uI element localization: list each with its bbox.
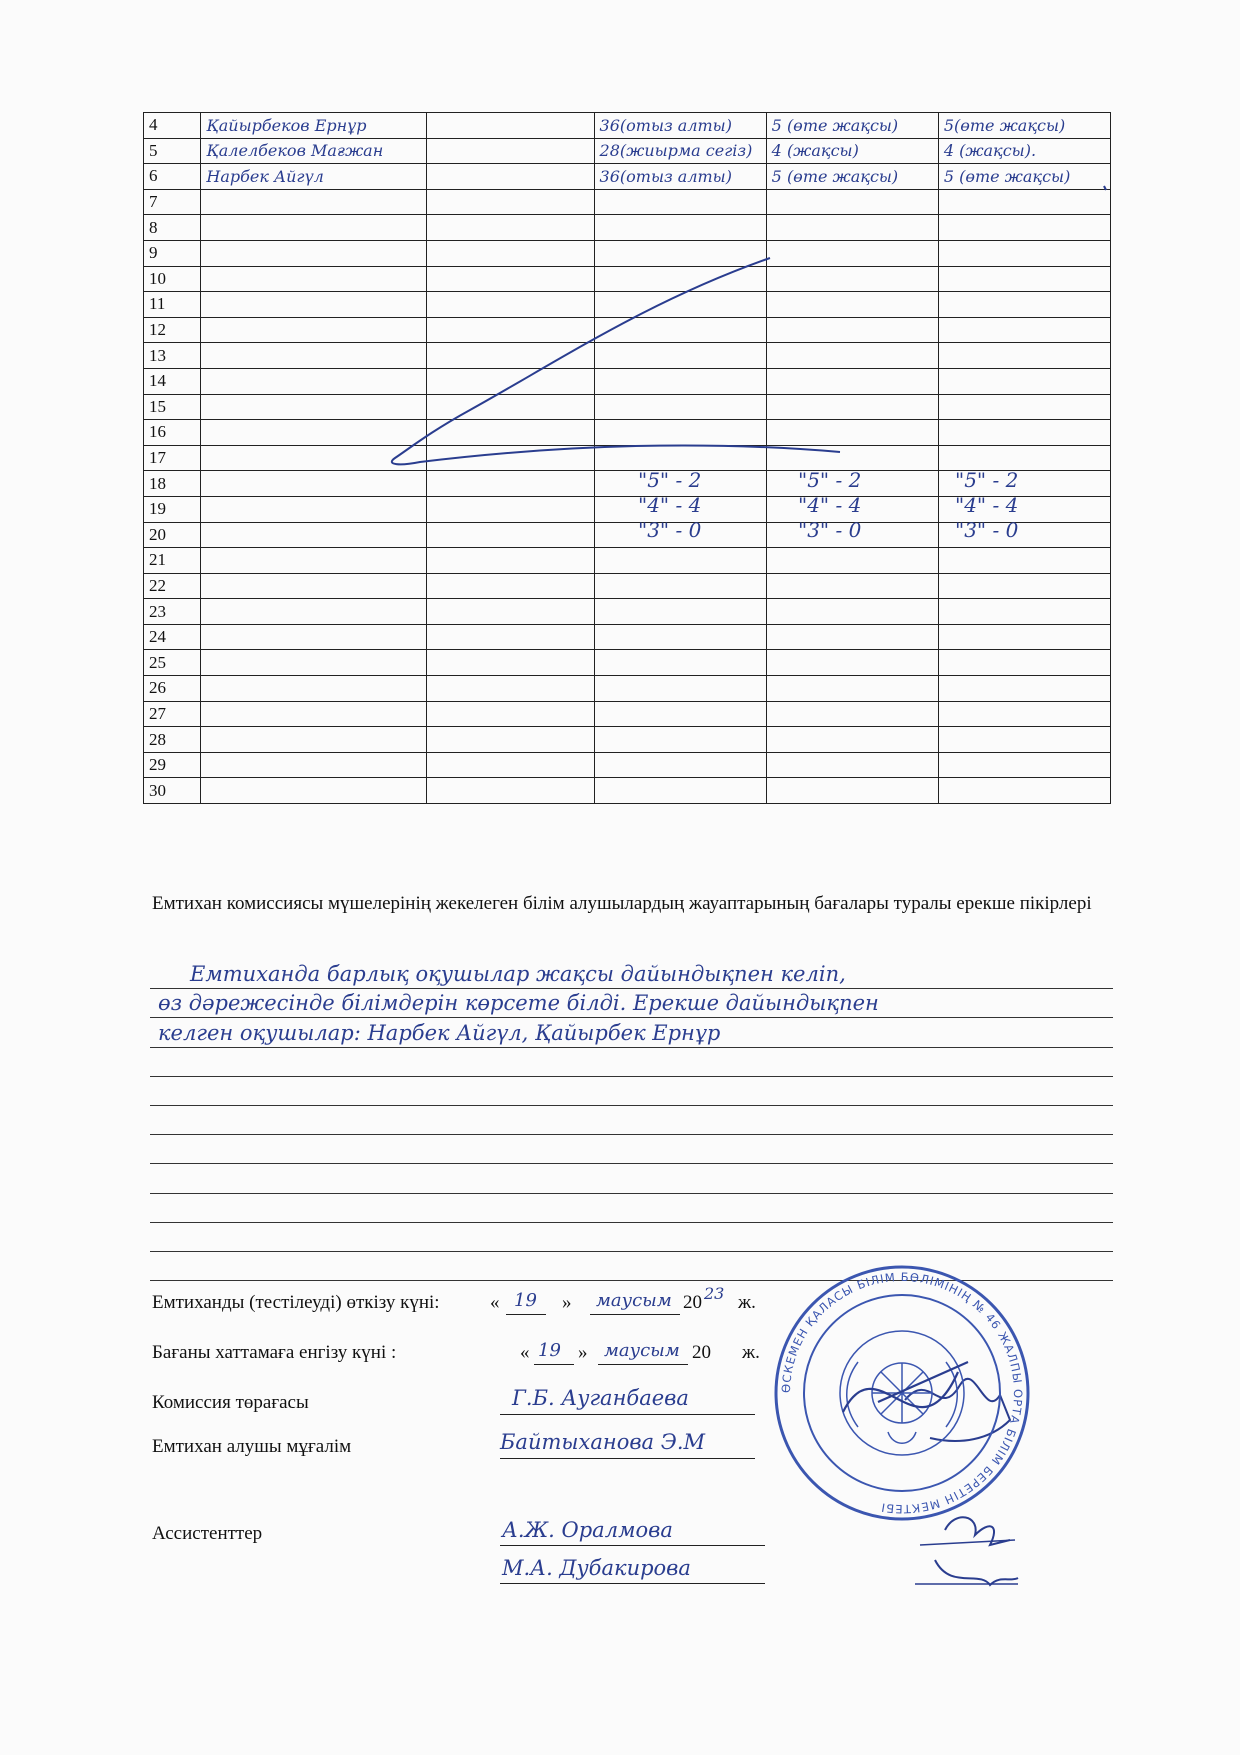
row-number: 15 <box>144 394 201 420</box>
table-row <box>144 394 1111 420</box>
grade-assistant-2 <box>938 573 1110 599</box>
blank-cell <box>426 599 594 625</box>
row-number: 21 <box>144 548 201 574</box>
blank-cell <box>426 189 594 215</box>
score <box>594 368 766 394</box>
chair-name: Г.Б. Ауганбаева <box>512 1386 689 1410</box>
grade-assistant-2 <box>938 676 1110 702</box>
student-name <box>201 701 426 727</box>
row-number: 27 <box>144 701 201 727</box>
teacher-name: Байтыханова Э.М <box>500 1430 705 1454</box>
exam-year-prefix: 20 <box>683 1292 702 1313</box>
remark-line: Емтиханда барлық оқушылар жақсы дайындықпен келіп, <box>190 962 846 987</box>
table-row <box>144 240 1111 266</box>
grade-assistant-2: 5(өте жақсы) <box>938 113 1110 139</box>
student-name <box>201 522 426 548</box>
grade-assistant-2 <box>938 420 1110 446</box>
row-number: 26 <box>144 676 201 702</box>
grade-assistant-1 <box>766 394 938 420</box>
grade-assistant-2 <box>938 624 1110 650</box>
open-quote: « <box>520 1342 530 1363</box>
grade-assistant-1: 5 (өте жақсы) <box>766 164 938 190</box>
open-quote: « <box>490 1292 500 1313</box>
score <box>594 445 766 471</box>
row-number: 8 <box>144 215 201 241</box>
grade-assistant-2 <box>938 548 1110 574</box>
table-row <box>144 215 1111 241</box>
row-number: 19 <box>144 496 201 522</box>
grade-assistant-1 <box>766 368 938 394</box>
table-row <box>144 292 1111 318</box>
student-name: Қайырбеков Ернұр <box>201 113 426 139</box>
grade-assistant-2 <box>938 317 1110 343</box>
blank-cell <box>426 548 594 574</box>
row-number: 24 <box>144 624 201 650</box>
grade-assistant-2 <box>938 701 1110 727</box>
teacher-label: Емтихан алушы мұғалім <box>152 1436 352 1457</box>
grade-assistant-1 <box>766 599 938 625</box>
grade-assistant-1 <box>766 548 938 574</box>
blank-cell <box>426 317 594 343</box>
exam-date-label: Емтиханды (тестілеуді) өткізу күні: <box>152 1292 440 1313</box>
table-row <box>144 368 1111 394</box>
close-quote: » <box>578 1342 588 1363</box>
row-number: 25 <box>144 650 201 676</box>
table-row <box>144 317 1111 343</box>
grade-assistant-2 <box>938 778 1110 804</box>
entry-year-prefix: 20 <box>692 1342 711 1363</box>
row-number: 20 <box>144 522 201 548</box>
student-name: Нарбек Айгүл <box>201 164 426 190</box>
grade-assistant-1 <box>766 778 938 804</box>
blank-cell <box>426 215 594 241</box>
row-number: 11 <box>144 292 201 318</box>
student-name <box>201 778 426 804</box>
row-number: 5 <box>144 138 201 164</box>
row-number: 30 <box>144 778 201 804</box>
exam-day: 19 <box>514 1290 537 1311</box>
score <box>594 599 766 625</box>
grade-assistant-2 <box>938 266 1110 292</box>
close-quote: » <box>562 1292 572 1313</box>
exam-month: маусым <box>596 1290 672 1311</box>
grade-assistant-1 <box>766 752 938 778</box>
score <box>594 394 766 420</box>
grade-assistant-1 <box>766 420 938 446</box>
table-row <box>144 650 1111 676</box>
grade-assistant-1 <box>766 676 938 702</box>
score <box>594 548 766 574</box>
row-number: 16 <box>144 420 201 446</box>
grade-assistant-1 <box>766 215 938 241</box>
score <box>594 292 766 318</box>
grade-assistant-1 <box>766 292 938 318</box>
student-name <box>201 445 426 471</box>
score <box>594 701 766 727</box>
table-row <box>144 548 1111 574</box>
grade-assistant-1: 4 (жақсы) <box>766 138 938 164</box>
table-row <box>144 778 1111 804</box>
row-number: 10 <box>144 266 201 292</box>
blank-cell <box>426 138 594 164</box>
blank-cell <box>426 445 594 471</box>
remark-line: келген оқушылар: Нарбек Айгүл, Қайырбек Ернұр <box>158 1020 721 1045</box>
student-name <box>201 189 426 215</box>
student-name <box>201 599 426 625</box>
grade-assistant-1 <box>766 240 938 266</box>
assistant-2-name: М.А. Дубакирова <box>502 1556 691 1580</box>
entry-day: 19 <box>538 1340 561 1361</box>
blank-cell <box>426 368 594 394</box>
score <box>594 573 766 599</box>
blank-cell <box>426 240 594 266</box>
score <box>594 650 766 676</box>
grade-assistant-2 <box>938 215 1110 241</box>
blank-cell <box>426 113 594 139</box>
student-name <box>201 624 426 650</box>
student-name <box>201 496 426 522</box>
blank-cell <box>426 701 594 727</box>
score <box>594 727 766 753</box>
blank-cell <box>426 266 594 292</box>
blank-cell <box>426 778 594 804</box>
table-row <box>144 266 1111 292</box>
table-row <box>144 138 1111 164</box>
score <box>594 215 766 241</box>
student-name <box>201 727 426 753</box>
student-name: Қалелбеков Мағжан <box>201 138 426 164</box>
blank-cell <box>426 420 594 446</box>
blank-cell <box>426 676 594 702</box>
grade-assistant-2 <box>938 240 1110 266</box>
grade-assistant-2 <box>938 752 1110 778</box>
grade-tally-teacher: "5" - 2 "4" - 4 "3" - 0 <box>638 468 702 542</box>
student-name <box>201 292 426 318</box>
blank-cell <box>426 522 594 548</box>
student-name <box>201 420 426 446</box>
assistants-label: Ассистенттер <box>152 1523 263 1544</box>
table-row <box>144 599 1111 625</box>
row-number: 14 <box>144 368 201 394</box>
grade-assistant-1 <box>766 189 938 215</box>
score <box>594 778 766 804</box>
grade-assistant-2 <box>938 599 1110 625</box>
student-name <box>201 394 426 420</box>
row-number: 7 <box>144 189 201 215</box>
entry-date-label: Бағаны хаттамаға енгізу күні : <box>152 1342 397 1363</box>
grade-assistant-1 <box>766 650 938 676</box>
grade-assistant-1 <box>766 624 938 650</box>
student-name <box>201 471 426 497</box>
blank-cell <box>426 573 594 599</box>
student-name <box>201 215 426 241</box>
table-row <box>144 343 1111 369</box>
student-name <box>201 266 426 292</box>
blank-cell <box>426 292 594 318</box>
table-row <box>144 573 1111 599</box>
student-name <box>201 317 426 343</box>
student-name <box>201 548 426 574</box>
score <box>594 317 766 343</box>
grade-assistant-2 <box>938 292 1110 318</box>
blank-cell <box>426 624 594 650</box>
svg-text:ӨСКЕМЕН ҚАЛАСЫ БІЛІМ БӨЛІМІНІҢ: ӨСКЕМЕН ҚАЛАСЫ БІЛІМ БӨЛІМІНІҢ № 46 ЖАЛПЫ ОРТА БІЛІМ БЕРЕТІН МЕКТЕБІ <box>778 1269 1026 1517</box>
grade-assistant-1 <box>766 266 938 292</box>
student-name <box>201 240 426 266</box>
grade-assistant-2 <box>938 727 1110 753</box>
grade-assistant-2 <box>938 650 1110 676</box>
blank-cell <box>426 752 594 778</box>
score: 28(жиырма сегіз) <box>594 138 766 164</box>
year-word: ж. <box>738 1292 756 1313</box>
blank-cell <box>426 727 594 753</box>
student-name <box>201 368 426 394</box>
row-number: 12 <box>144 317 201 343</box>
grade-assistant-1: 5 (өте жақсы) <box>766 113 938 139</box>
score <box>594 343 766 369</box>
table-row <box>144 727 1111 753</box>
score <box>594 240 766 266</box>
table-row <box>144 189 1111 215</box>
grade-assistant-2: 4 (жақсы). <box>938 138 1110 164</box>
score: 36(отыз алты) <box>594 164 766 190</box>
opinions-lines <box>150 960 1113 1281</box>
row-number: 17 <box>144 445 201 471</box>
grade-assistant-1 <box>766 317 938 343</box>
blank-cell <box>426 164 594 190</box>
grade-tally-assistant1: "5" - 2 "4" - 4 "3" - 0 <box>798 468 862 542</box>
row-number: 6 <box>144 164 201 190</box>
blank-cell <box>426 394 594 420</box>
blank-cell <box>426 496 594 522</box>
score: 36(отыз алты) <box>594 113 766 139</box>
blank-cell <box>426 650 594 676</box>
grade-assistant-1 <box>766 343 938 369</box>
chair-label: Комиссия төрағасы <box>152 1392 309 1413</box>
row-number: 29 <box>144 752 201 778</box>
row-number: 13 <box>144 343 201 369</box>
entry-month: маусым <box>604 1340 680 1361</box>
student-name <box>201 573 426 599</box>
grade-tally-assistant2: "5" - 2 "4" - 4 "3" - 0 <box>955 468 1019 542</box>
grades-table <box>143 112 1111 804</box>
score <box>594 624 766 650</box>
blank-cell <box>426 471 594 497</box>
student-name <box>201 650 426 676</box>
score <box>594 266 766 292</box>
grade-assistant-2: 5 (өте жақсы) <box>938 164 1110 190</box>
grade-assistant-2 <box>938 368 1110 394</box>
assistant-1-name: А.Ж. Оралмова <box>502 1518 673 1542</box>
grade-assistant-1 <box>766 573 938 599</box>
grade-assistant-1 <box>766 445 938 471</box>
opinions-heading: Емтихан комиссиясы мүшелерінің жекелеген білім алушылардың жауаптарының бағалары туралы ерекше пікірлері <box>152 893 1092 914</box>
student-name <box>201 676 426 702</box>
grade-assistant-2 <box>938 189 1110 215</box>
grade-assistant-1 <box>766 701 938 727</box>
score <box>594 189 766 215</box>
score <box>594 420 766 446</box>
table-row <box>144 164 1111 190</box>
score <box>594 676 766 702</box>
official-seal-stamp <box>768 1262 1036 1524</box>
score <box>594 752 766 778</box>
table-row <box>144 420 1111 446</box>
row-number: 9 <box>144 240 201 266</box>
row-number: 28 <box>144 727 201 753</box>
table-row <box>144 752 1111 778</box>
row-number: 22 <box>144 573 201 599</box>
table-row <box>144 445 1111 471</box>
exam-year-suffix: 23 <box>704 1284 725 1303</box>
grade-assistant-1 <box>766 727 938 753</box>
student-name <box>201 752 426 778</box>
blank-cell <box>426 343 594 369</box>
year-word: ж. <box>742 1342 760 1363</box>
student-name <box>201 343 426 369</box>
row-number: 23 <box>144 599 201 625</box>
table-row <box>144 624 1111 650</box>
table-row <box>144 113 1111 139</box>
remark-line: өз дәрежесінде білімдерін көрсете білді. Ерекше дайындықпен <box>158 991 879 1016</box>
table-row <box>144 676 1111 702</box>
row-number: 4 <box>144 113 201 139</box>
row-number: 18 <box>144 471 201 497</box>
table-row <box>144 701 1111 727</box>
grade-assistant-2 <box>938 394 1110 420</box>
grade-assistant-2 <box>938 343 1110 369</box>
grade-assistant-2 <box>938 445 1110 471</box>
